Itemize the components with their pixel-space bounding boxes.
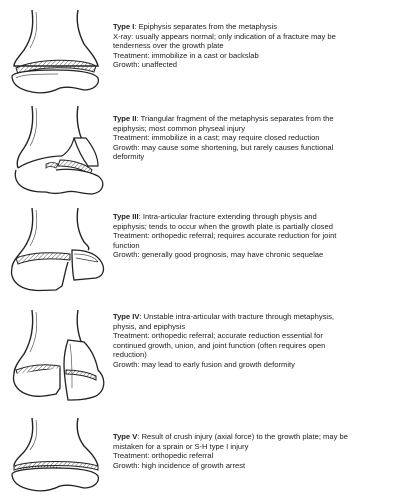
type-1-bone-svg (2, 8, 110, 96)
type-3-bone-svg (2, 206, 110, 294)
type-5-line-3: Growth: high incidence of growth arrest (113, 460, 246, 470)
type-5-heading-line (113, 432, 398, 442)
type-5-description: : Result of crush injury (axial force) to the growth plate; may be (137, 432, 348, 441)
type-3-line-1: epiphysis; tends to occur when the growth plate is partially closed (113, 221, 333, 231)
type-4-bone-svg (2, 308, 110, 408)
type-4-line-4: reduction) (113, 350, 147, 360)
type-2-line-4: deformity (113, 152, 145, 162)
type-4-line-3: continued growth, union, and joint function (often requires open (113, 340, 326, 350)
type-3-line-4: Growth: generally good prognosis, may have chronic sequelae (113, 250, 324, 260)
type-3-text (113, 212, 398, 260)
type-4-text (113, 312, 398, 370)
type-3-line-3: function (113, 240, 140, 250)
type-4-illustration (2, 308, 110, 408)
type-3-description: : Intra-articular fracture extending through physis and (138, 212, 317, 221)
type-2-text (113, 114, 398, 162)
type-1-line-4: Growth: unaffected (113, 60, 178, 70)
type-3-heading: Type III (113, 212, 139, 221)
type-5-illustration (2, 416, 110, 496)
type-2-line-1: epiphysis; most common physeal injury (113, 123, 246, 133)
type-4-line-5: Growth: may lead to early fusion and growth deformity (113, 359, 295, 369)
type-4-line-2: Treatment: orthopedic referral; accurate reduction essential for (113, 331, 323, 341)
type-1-heading-line (113, 22, 398, 32)
type-1-illustration (2, 8, 110, 96)
type-3-line-2: Treatment: orthopedic referral; requires accurate reduction for joint (113, 231, 337, 241)
type-2-line-2: Treatment: immobilize in a cast; may require closed reduction (113, 133, 320, 143)
type-2-description: : Triangular fragment of the metaphysis separates from the (136, 114, 334, 123)
type-4-line-1: physis, and epiphysis (113, 321, 186, 331)
type-1-text (113, 22, 398, 70)
type-1-line-3: Treatment: immobilize in a cast or backslab (113, 50, 259, 60)
type-1-line-1: X-ray: usually appears normal; only indication of a fracture may be (113, 31, 336, 41)
type-2-illustration (2, 104, 110, 200)
type-4-heading-line (113, 312, 398, 322)
type-5-bone-svg (2, 416, 110, 496)
type-5-line-1: mistaken for a sprain or S-H type I injury (113, 441, 249, 451)
type-2-heading: Type II (113, 114, 137, 123)
type-1-description: : Epiphysis separates from the metaphysis (134, 22, 278, 31)
type-3-illustration (2, 206, 110, 294)
type-4-description: : Unstable intra-articular with tracture through metaphysis, (139, 312, 335, 321)
type-4-heading: Type IV (113, 312, 140, 321)
type-5-text (113, 432, 398, 470)
type-2-heading-line (113, 114, 398, 124)
type-2-line-3: Growth: may cause some shortening, but rarely causes functional (113, 142, 334, 152)
type-5-line-2: Treatment: orthopedic referral (113, 451, 214, 461)
type-1-heading: Type I (113, 22, 135, 31)
type-5-heading: Type V (113, 432, 138, 441)
type-3-heading-line (113, 212, 398, 222)
type-2-bone-svg (2, 104, 110, 200)
type-1-line-2: tenderness over the growth plate (113, 41, 224, 51)
